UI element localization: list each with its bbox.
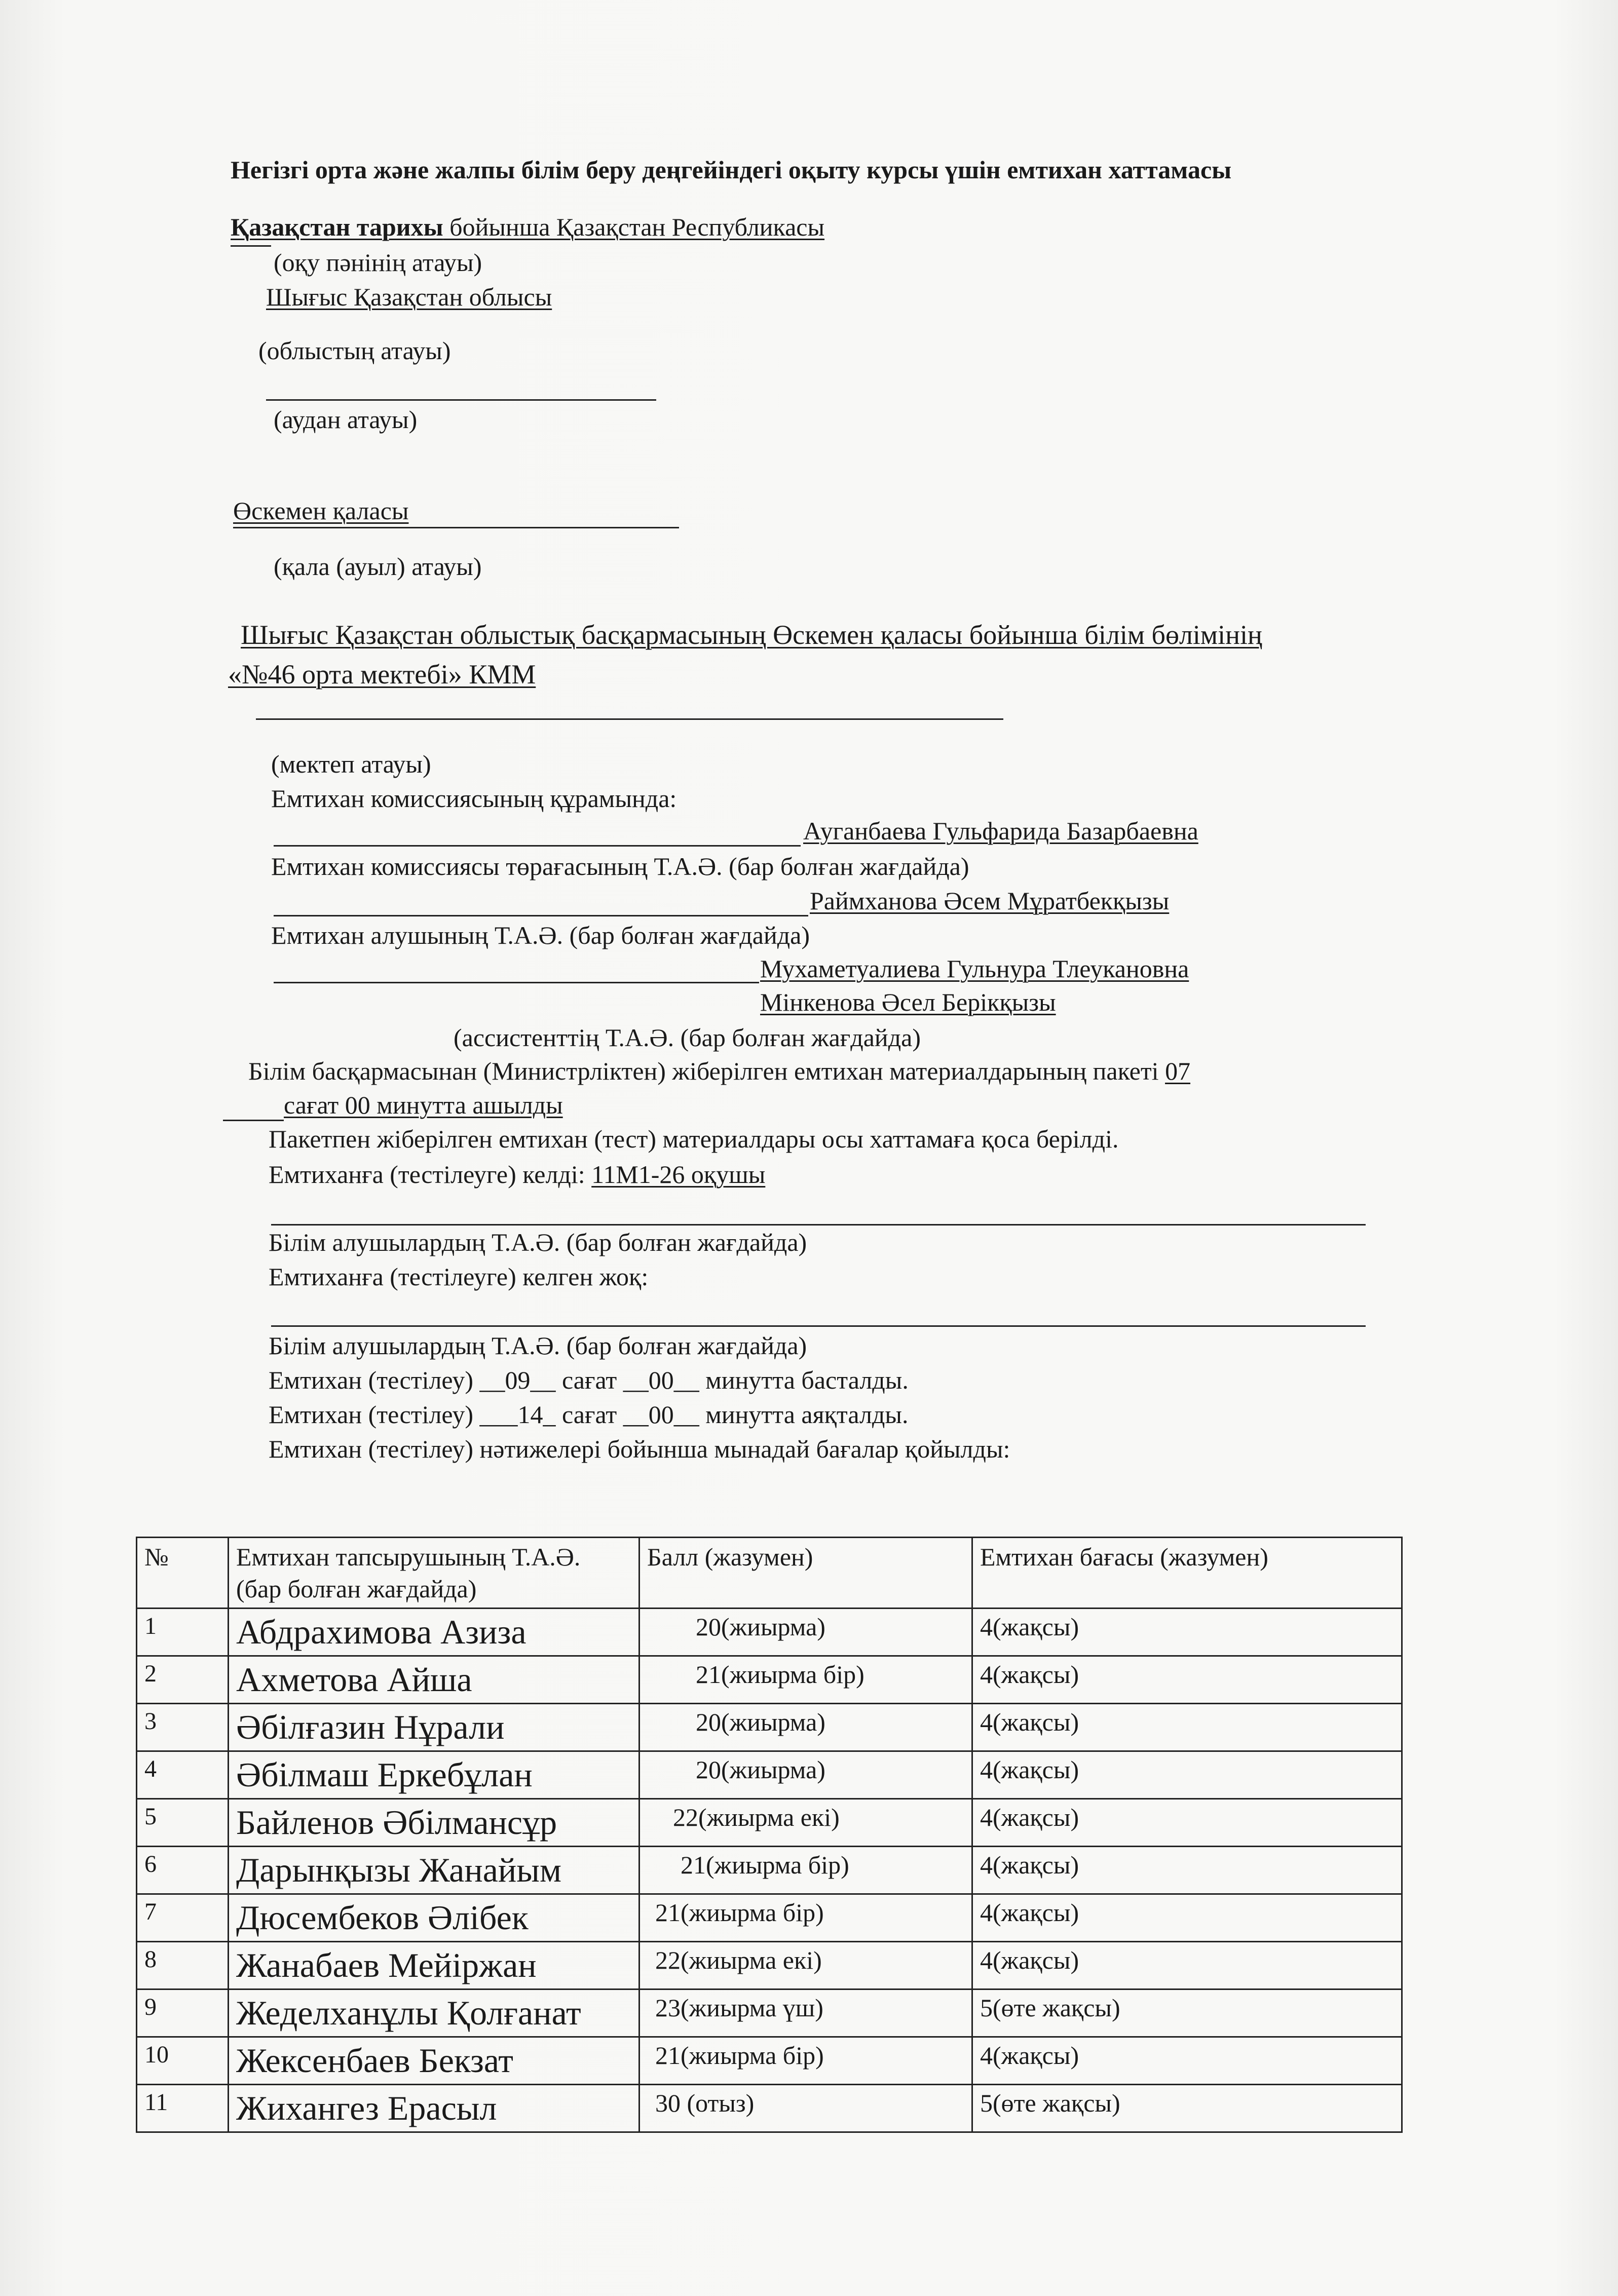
student-name: Жанабаев Мейіржан <box>229 1942 639 1989</box>
row-number: 10 <box>137 2037 229 2085</box>
subject-name: Қазақстан тарихы <box>231 213 443 241</box>
results-intro: Емтихан (тестілеу) нәтижелері бойынша мынадай бағалар қойылды: <box>269 1435 1010 1463</box>
student-grade: 4(жақсы) <box>972 1847 1402 1894</box>
student-grade: 4(жақсы) <box>972 1751 1402 1799</box>
student-score: 23(жиырма үш) <box>639 1989 972 2037</box>
student-grade: 4(жақсы) <box>972 1704 1402 1751</box>
assistant-2-name: Мінкенова Әсел Берікқызы <box>760 988 1056 1016</box>
school-line-1: Шығыс Қазақстан облыстық басқармасының Өскемен қаласы бойынша білім бөлімінің <box>241 620 1262 650</box>
table-row <box>137 1989 1402 2037</box>
student-score: 21(жиырма бір) <box>639 1894 972 1942</box>
student-score: 30 (отыз) <box>639 2085 972 2132</box>
school-line-2: «№46 орта мектебі» КММ <box>228 659 536 690</box>
column-header-grade: Емтихан бағасы (жазумен) <box>972 1538 1402 1609</box>
attendance-came-value: 11М1-26 оқушы <box>591 1160 766 1189</box>
row-number: 11 <box>137 2085 229 2132</box>
student-score: 21(жиырма бір) <box>639 1656 972 1704</box>
row-number: 1 <box>137 1609 229 1656</box>
attendance-caption-2: Білім алушылардың Т.А.Ә. (бар болған жағдайда) <box>269 1331 807 1360</box>
package-line-2: сағат 00 минутта ашылды <box>284 1091 563 1119</box>
row-number: 3 <box>137 1704 229 1751</box>
city-name: Өскемен қаласы <box>233 496 409 525</box>
student-score: 21(жиырма бір) <box>639 1847 972 1894</box>
package-hour: 07 <box>1165 1057 1191 1085</box>
table-row <box>137 1847 1402 1894</box>
row-number: 9 <box>137 1989 229 2037</box>
student-grade: 4(жақсы) <box>972 1656 1402 1704</box>
chair-blank-line <box>274 845 801 847</box>
student-name: Дарынқызы Жанайым <box>229 1847 639 1894</box>
row-number: 5 <box>137 1799 229 1847</box>
package-text: Білім басқармасынан (Министрліктен) жіберілген емтихан материалдарының пакеті <box>248 1057 1165 1085</box>
exam-start-time: Емтихан (тестілеу) __09__ сағат __00__ минутта басталды. <box>269 1366 909 1394</box>
table-row <box>137 1751 1402 1799</box>
assistant-1-name: Мухаметуалиева Гульнура Тлеукановна <box>760 954 1189 983</box>
student-name: Абдрахимова Азиза <box>229 1609 639 1656</box>
student-score: 22(жиырма екі) <box>639 1799 972 1847</box>
student-grade: 5(өте жақсы) <box>972 2085 1402 2132</box>
district-caption: (аудан атауы) <box>274 405 418 434</box>
student-name: Әбілмаш Еркебұлан <box>229 1751 639 1799</box>
attendance-came <box>269 1160 765 1190</box>
table-row <box>137 1656 1402 1704</box>
column-header-number: № <box>137 1538 229 1609</box>
student-score: 22(жиырма екі) <box>639 1942 972 1989</box>
student-name: Ахметова Айша <box>229 1656 639 1704</box>
subject-caption: (оқу пәнінің атауы) <box>274 248 482 277</box>
assistant-caption: (ассистенттің Т.А.Ә. (бар болған жағдайда) <box>454 1023 921 1052</box>
attendance-blank-line-1 <box>271 1224 1366 1226</box>
package-line-1 <box>248 1057 1190 1086</box>
row-number: 2 <box>137 1656 229 1704</box>
student-score: 20(жиырма) <box>639 1704 972 1751</box>
school-blank-line <box>256 718 1003 720</box>
student-name: Әбілғазин Нұрали <box>229 1704 639 1751</box>
student-name: Жихангез Ерасыл <box>229 2085 639 2132</box>
student-score: 20(жиырма) <box>639 1609 972 1656</box>
column-header-score: Балл (жазумен) <box>639 1538 972 1609</box>
examiner-blank-line <box>274 915 808 916</box>
column-header-name: Емтихан тапсырушының Т.А.Ә. (бар болған жағдайда) <box>229 1538 639 1609</box>
student-name: Жеделханұлы Қолғанат <box>229 1989 639 2037</box>
exam-end-time: Емтихан (тестілеу) ___14_ сағат __00__ минутта аяқталды. <box>269 1400 909 1429</box>
examiner-name: Раймханова Әсем Мұратбекқызы <box>810 887 1170 915</box>
table-row <box>137 2085 1402 2132</box>
subject-underline-lead <box>231 245 271 247</box>
results-table <box>136 1537 1403 2133</box>
city-caption: (қала (ауыл) атауы) <box>274 552 482 581</box>
student-score: 21(жиырма бір) <box>639 2037 972 2085</box>
chair-name: Ауганбаева Гульфарида Базарбаевна <box>803 817 1198 845</box>
package-attached: Пакетпен жіберілген емтихан (тест) материалдары осы хаттамаға қоса берілді. <box>269 1125 1119 1153</box>
district-blank-line <box>266 399 656 401</box>
table-row <box>137 1609 1402 1656</box>
student-grade: 4(жақсы) <box>972 1942 1402 1989</box>
table-row <box>137 1704 1402 1751</box>
assistant-blank-line <box>274 982 759 983</box>
city-underline <box>233 527 679 528</box>
attendance-caption-1: Білім алушылардың Т.А.Ә. (бар болған жағдайда) <box>269 1228 807 1256</box>
row-number: 7 <box>137 1894 229 1942</box>
row-number: 6 <box>137 1847 229 1894</box>
region-name: Шығыс Қазақстан облысы <box>266 283 552 311</box>
subject-suffix: бойынша Қазақстан Республикасы <box>443 213 825 241</box>
student-name: Жексенбаев Бекзат <box>229 2037 639 2085</box>
table-row <box>137 1894 1402 1942</box>
table-row <box>137 2037 1402 2085</box>
student-score: 20(жиырма) <box>639 1751 972 1799</box>
package-underline-lead <box>223 1120 284 1121</box>
region-caption: (облыстың атауы) <box>258 336 451 365</box>
student-grade: 4(жақсы) <box>972 1799 1402 1847</box>
attendance-came-label: Емтиханға (тестілеуге) келді: <box>269 1160 592 1189</box>
commission-intro: Емтихан комиссиясының құрамында: <box>271 784 677 813</box>
chair-caption: Емтихан комиссиясы төрағасының Т.А.Ә. (бар болған жағдайда) <box>271 852 969 881</box>
row-number: 4 <box>137 1751 229 1799</box>
school-caption: (мектеп атауы) <box>271 750 431 778</box>
document-title: Негізгі орта және жалпы білім беру деңгейіндегі оқыту курсы үшін емтихан хаттамасы <box>231 156 1232 184</box>
student-name: Байленов Әбілмансұр <box>229 1799 639 1847</box>
student-grade: 5(өте жақсы) <box>972 1989 1402 2037</box>
table-row <box>137 1942 1402 1989</box>
attendance-absent-label: Емтиханға (тестілеуге) келген жоқ: <box>269 1262 649 1291</box>
subject-line <box>231 213 824 242</box>
student-grade: 4(жақсы) <box>972 2037 1402 2085</box>
student-name: Дюсембеков Әлібек <box>229 1894 639 1942</box>
table-row <box>137 1799 1402 1847</box>
row-number: 8 <box>137 1942 229 1989</box>
attendance-blank-line-2 <box>271 1325 1366 1327</box>
table-header-row <box>137 1538 1402 1609</box>
student-grade: 4(жақсы) <box>972 1894 1402 1942</box>
student-grade: 4(жақсы) <box>972 1609 1402 1656</box>
examiner-caption: Емтихан алушының Т.А.Ә. (бар болған жағдайда) <box>271 921 810 949</box>
